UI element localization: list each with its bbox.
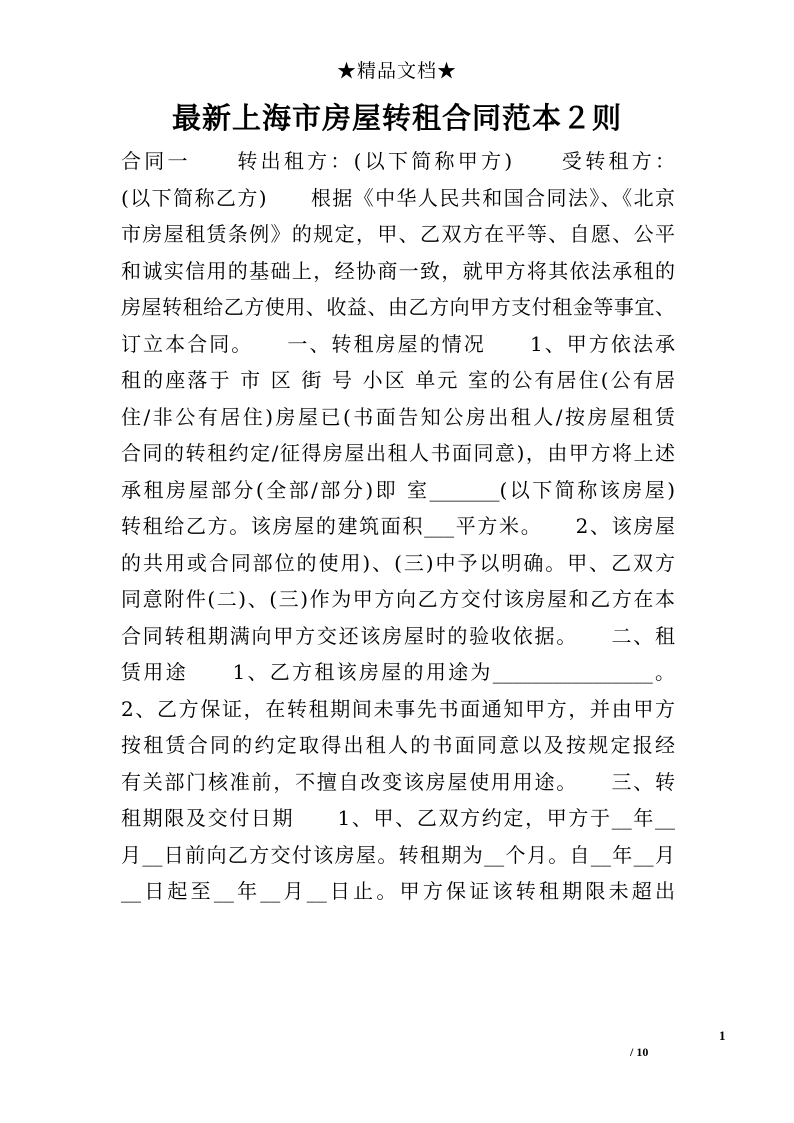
body-line: 和诚实信用的基础上，经协商一致，就甲方将其依法承租的 [121,258,675,283]
body-line: 月__日前向乙方交付该房屋。转租期为__个月。自__年__月 [121,842,675,867]
body-line: 订立本合同。 一、转租房屋的情况 1、甲方依法承 [121,331,675,356]
body-line: 合同转租期满向甲方交还该房屋时的验收依据。 二、租 [121,623,675,648]
body-line: 市房屋租赁条例》的规定，甲、乙双方在平等、自愿、公平 [121,222,675,246]
body-line: 同意附件(二)、(三)作为甲方向乙方交付该房屋和乙方在本 [121,587,675,611]
body-line: 承租房屋部分(全部/部分)即 室_______(以下简称该房屋) [121,477,675,502]
body-line: 租期限及交付日期 1、甲、乙双方约定，甲方于__年__ [121,806,675,830]
header-mark: ★精品文档★ [336,60,457,82]
body-line: 租的座落于 市 区 街 号 小区 单元 室的公有居住(公有居 [121,368,675,392]
body-line: 住/非公有居住)房屋已(书面告知公房出租人/按房屋租赁 [121,404,675,429]
body-line: 房屋转租给乙方使用、收益、由乙方向甲方支付租金等事宜、 [121,295,675,319]
body-line: 合同的转租约定/征得房屋出租人书面同意)，由甲方将上述 [121,441,675,465]
body-line: 2、乙方保证，在转租期间未事先书面通知甲方，并由甲方 [121,696,675,721]
body-line: __日起至__年__月__日止。甲方保证该转租期限未超出 [121,879,675,903]
body-line: 转租给乙方。该房屋的建筑面积___平方米。 2、该房屋 [121,514,675,538]
body-line: 按租赁合同的约定取得出租人的书面同意以及按规定报经 [121,733,675,757]
page-number: 1 [719,1028,726,1043]
document-body [121,143,675,910]
body-line: 合同一 转出租方：(以下简称甲方) 受转租方： [121,149,675,173]
body-line: 赁用途 1、乙方租该房屋的用途为________________。 [121,660,675,684]
page-total: / 10 [630,1045,649,1059]
body-line: (以下简称乙方) 根据《中华人民共和国合同法》、《北京 [121,185,675,210]
body-line: 的共用或合同部位的使用)、(三)中予以明确。甲、乙双方 [121,550,675,575]
body-line: 有关部门核准前，不擅自改变该房屋使用用途。 三、转 [121,769,675,794]
document-title: 最新上海市房屋转租合同范本２则 [171,101,622,135]
